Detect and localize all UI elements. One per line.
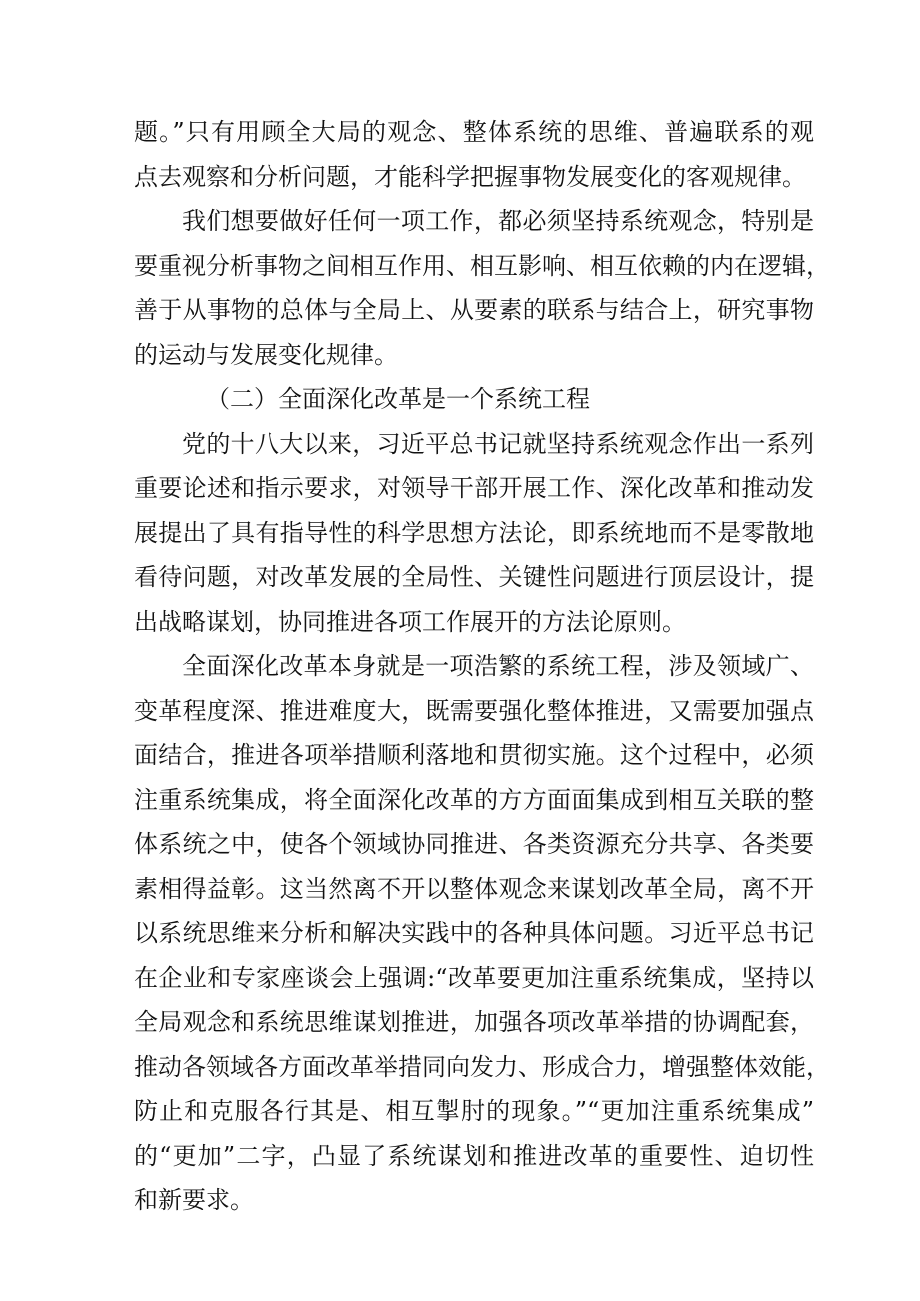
paragraph-line: 体系统之中，使各个领域协同推进、各类资源充分共享、各类要	[134, 830, 814, 858]
paragraph-line: 面结合，推进各项举措顺利落地和贯彻实施。这个过程中，必须	[134, 741, 814, 769]
paragraph-line: 点去观察和分析问题，才能科学把握事物发展变化的客观规律。	[134, 162, 806, 191]
paragraph-line: 以系统思维来分析和解决实践中的各种具体问题。习近平总书记	[134, 919, 814, 947]
paragraph-line: 全面深化改革本身就是一项浩繁的系统工程，涉及领域广、	[182, 652, 814, 680]
section-heading: （二）全面深化改革是一个系统工程	[206, 385, 590, 413]
paragraph-line: 推动各领域各方面改革举措同向发力、形成合力，增强整体效能，	[134, 1052, 830, 1081]
paragraph-line: 看待问题，对改革发展的全局性、关键性问题进行顶层设计，提	[134, 563, 814, 591]
paragraph-line: 注重系统集成，将全面深化改革的方方面面集成到相互关联的整	[134, 785, 814, 814]
paragraph-line: 要重视分析事物之间相互作用、相互影响、相互依赖的内在逻辑，	[134, 251, 830, 280]
paragraph-line: 在企业和专家座谈会上强调:“改革要更加注重系统集成，坚持以	[134, 963, 814, 992]
paragraph-line: 的运动与发展变化规律。	[134, 340, 398, 369]
document-body	[134, 110, 830, 1223]
paragraph-line: 出战略谋划，协同推进各项工作展开的方法论原则。	[134, 607, 686, 636]
paragraph-line: 题。”只有用顾全大局的观念、整体系统的思维、普遍联系的观	[134, 118, 814, 146]
paragraph-line: 和新要求。	[134, 1186, 254, 1214]
paragraph-line: 党的十八大以来，习近平总书记就坚持系统观念作出一系列	[182, 429, 814, 458]
paragraph-line: 重要论述和指示要求，对领导干部开展工作、深化改革和推动发	[134, 474, 814, 502]
paragraph-line: 我们想要做好任何一项工作，都必须坚持系统观念，特别是	[182, 207, 814, 235]
paragraph-line: 防止和克服各行其是、相互掣肘的现象。”“更加注重系统集成”	[134, 1097, 814, 1125]
paragraph-line: 全局观念和系统思维谋划推进，加强各项改革举措的协调配套，	[134, 1008, 814, 1036]
paragraph-line: 展提出了具有指导性的科学思想方法论，即系统地而不是零散地	[134, 518, 814, 547]
paragraph-line: 的“更加”二字，凸显了系统谋划和推进改革的重要性、迫切性	[134, 1141, 814, 1170]
paragraph-line: 变革程度深、推进难度大，既需要强化整体推进，又需要加强点	[134, 696, 814, 725]
paragraph-line: 善于从事物的总体与全局上、从要素的联系与结合上，研究事物	[134, 296, 814, 324]
paragraph-line: 素相得益彰。这当然离不开以整体观念来谋划改革全局，离不开	[134, 874, 814, 903]
